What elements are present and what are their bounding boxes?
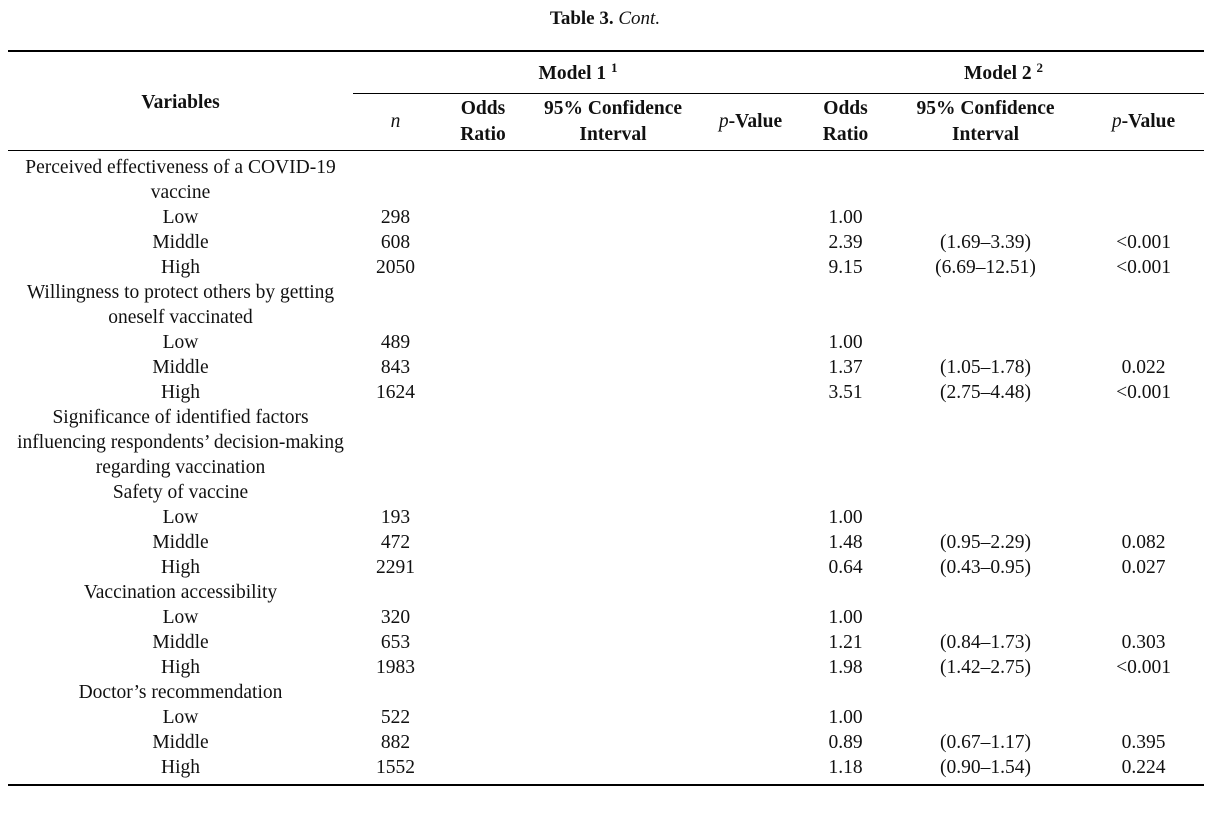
- table-row: [8, 480, 1204, 505]
- cell-n: 522: [380, 707, 411, 728]
- row-label: High: [161, 382, 200, 403]
- header-model-1: Model 1 $^1$: [353, 51, 803, 94]
- row-label: Doctor’s recommendation: [78, 682, 283, 703]
- cell-or-2: 1.21: [828, 632, 863, 653]
- cell-ci-2: [888, 330, 1083, 355]
- cell-or-2: 1.00: [828, 507, 863, 528]
- cell-p-2: [1083, 605, 1204, 630]
- table-row: [8, 580, 1204, 605]
- cell-ci-2: [888, 151, 1083, 206]
- cell-or-2: 1.00: [828, 707, 863, 728]
- cell-p-2: 0.303: [1121, 632, 1166, 653]
- cell-n: 2050: [376, 257, 415, 278]
- cell-ci-1: [528, 605, 698, 630]
- cell-n: 882: [380, 732, 411, 753]
- table-row: [8, 705, 1204, 730]
- cell-n: 472: [380, 532, 411, 553]
- row-label: Perceived effectiveness of a COVID-19 vaccine: [25, 157, 336, 203]
- header-p-value-2: p-Value: [1083, 94, 1204, 151]
- cell-n: 1624: [376, 382, 415, 403]
- cell-n: 2291: [376, 557, 415, 578]
- cell-ci-2: [888, 280, 1083, 330]
- header-model-2: Model 2 $^2$: [803, 51, 1204, 94]
- cell-ci-2: [888, 705, 1083, 730]
- cell-or-1: [438, 205, 528, 230]
- cell-p-2: 0.224: [1121, 757, 1166, 778]
- header-n: n: [353, 94, 438, 151]
- cell-n: [353, 280, 438, 330]
- cell-ci-2: (0.90–1.54): [940, 757, 1032, 778]
- table-row: [8, 730, 1204, 755]
- cell-p-1: [698, 405, 803, 480]
- cell-n: [353, 680, 438, 705]
- row-label: Middle: [152, 357, 209, 378]
- cell-or-2: 0.89: [828, 732, 863, 753]
- cell-or-1: [438, 605, 528, 630]
- table-continuation: Cont.: [618, 8, 661, 29]
- cell-p-1: [698, 755, 803, 785]
- table-number: Table 3.: [549, 8, 614, 29]
- cell-p-2: [1083, 330, 1204, 355]
- regression-table: [8, 50, 1204, 786]
- cell-or-1: [438, 330, 528, 355]
- cell-or-1: [438, 555, 528, 580]
- cell-p-2: [1083, 405, 1204, 480]
- cell-or-1: [438, 280, 528, 330]
- table-row: [8, 230, 1204, 255]
- cell-p-2: [1083, 680, 1204, 705]
- cell-p-1: [698, 151, 803, 206]
- cell-n: 320: [380, 607, 411, 628]
- row-label: Low: [162, 207, 199, 228]
- cell-ci-2: (1.69–3.39): [940, 232, 1032, 253]
- cell-or-2: [803, 480, 888, 505]
- cell-ci-2: (1.05–1.78): [940, 357, 1032, 378]
- row-label: Vaccination accessibility: [83, 582, 278, 603]
- cell-ci-1: [528, 380, 698, 405]
- header-p-value-1: p-Value: [698, 94, 803, 151]
- row-label: Middle: [152, 732, 209, 753]
- cell-or-1: [438, 580, 528, 605]
- cell-or-2: [803, 405, 888, 480]
- cell-ci-2: [888, 405, 1083, 480]
- cell-or-1: [438, 505, 528, 530]
- cell-ci-2: (6.69–12.51): [935, 257, 1036, 278]
- table-row: [8, 655, 1204, 680]
- cell-p-2: [1083, 205, 1204, 230]
- cell-or-2: 1.00: [828, 607, 863, 628]
- cell-or-1: [438, 480, 528, 505]
- cell-p-2: 0.027: [1121, 557, 1166, 578]
- cell-p-1: [698, 530, 803, 555]
- table-row: [8, 680, 1204, 705]
- table-row: [8, 530, 1204, 555]
- cell-or-1: [438, 530, 528, 555]
- cell-or-1: [438, 151, 528, 206]
- cell-n: 1552: [376, 757, 415, 778]
- cell-p-2: [1083, 505, 1204, 530]
- row-label: Middle: [152, 632, 209, 653]
- cell-p-2: <0.001: [1116, 382, 1171, 403]
- cell-ci-1: [528, 330, 698, 355]
- cell-ci-1: [528, 555, 698, 580]
- header-ci-2: 95% Confidence Interval: [888, 94, 1083, 151]
- cell-ci-1: [528, 505, 698, 530]
- cell-or-1: [438, 380, 528, 405]
- cell-p-2: <0.001: [1116, 657, 1171, 678]
- row-label: High: [161, 257, 200, 278]
- cell-or-2: [803, 680, 888, 705]
- cell-or-1: [438, 655, 528, 680]
- cell-ci-2: [888, 505, 1083, 530]
- cell-or-1: [438, 405, 528, 480]
- table-row: [8, 555, 1204, 580]
- table-row: [8, 355, 1204, 380]
- row-label: Willingness to protect others by getting oneself vaccinated: [26, 282, 335, 328]
- cell-or-2: 1.48: [828, 532, 863, 553]
- cell-or-2: [803, 580, 888, 605]
- row-label: Middle: [152, 232, 209, 253]
- row-label: Low: [162, 332, 199, 353]
- cell-p-2: [1083, 480, 1204, 505]
- cell-ci-2: (1.42–2.75): [940, 657, 1032, 678]
- cell-ci-1: [528, 655, 698, 680]
- cell-or-2: 1.00: [828, 332, 863, 353]
- row-label: Safety of vaccine: [112, 482, 249, 503]
- table-row: [8, 630, 1204, 655]
- cell-ci-1: [528, 205, 698, 230]
- cell-or-1: [438, 230, 528, 255]
- cell-n: 608: [380, 232, 411, 253]
- cell-or-1: [438, 705, 528, 730]
- row-label: Middle: [152, 532, 209, 553]
- cell-ci-2: (0.95–2.29): [940, 532, 1032, 553]
- cell-p-1: [698, 730, 803, 755]
- cell-ci-2: [888, 605, 1083, 630]
- table-row: [8, 405, 1204, 480]
- cell-ci-1: [528, 680, 698, 705]
- cell-or-2: 1.18: [828, 757, 863, 778]
- cell-p-2: <0.001: [1116, 257, 1171, 278]
- cell-p-1: [698, 655, 803, 680]
- cell-n: 298: [380, 207, 411, 228]
- cell-n: 193: [380, 507, 411, 528]
- cell-ci-2: (0.67–1.17): [940, 732, 1032, 753]
- header-ci-1: 95% Confidence Interval: [528, 94, 698, 151]
- table-row: [8, 205, 1204, 230]
- cell-or-1: [438, 680, 528, 705]
- cell-p-1: [698, 355, 803, 380]
- cell-or-1: [438, 730, 528, 755]
- cell-n: [353, 580, 438, 605]
- table-body: [8, 151, 1204, 786]
- cell-p-1: [698, 280, 803, 330]
- table-row: [8, 280, 1204, 330]
- cell-ci-1: [528, 630, 698, 655]
- row-label: Low: [162, 607, 199, 628]
- header-odds-ratio-2: Odds Ratio: [803, 94, 888, 151]
- table-row: [8, 605, 1204, 630]
- cell-p-2: [1083, 705, 1204, 730]
- cell-ci-1: [528, 480, 698, 505]
- cell-p-1: [698, 205, 803, 230]
- cell-p-2: [1083, 151, 1204, 206]
- cell-or-2: 2.39: [828, 232, 863, 253]
- cell-ci-2: [888, 680, 1083, 705]
- cell-ci-1: [528, 405, 698, 480]
- cell-n: 1983: [376, 657, 415, 678]
- row-label: High: [161, 557, 200, 578]
- table-row: [8, 755, 1204, 785]
- cell-or-1: [438, 755, 528, 785]
- cell-or-2: 1.00: [828, 207, 863, 228]
- cell-ci-1: [528, 151, 698, 206]
- cell-ci-2: [888, 580, 1083, 605]
- cell-p-1: [698, 480, 803, 505]
- cell-ci-1: [528, 530, 698, 555]
- cell-ci-1: [528, 355, 698, 380]
- cell-p-2: [1083, 280, 1204, 330]
- cell-n: 653: [380, 632, 411, 653]
- cell-n: [353, 480, 438, 505]
- cell-p-2: <0.001: [1116, 232, 1171, 253]
- cell-p-1: [698, 505, 803, 530]
- cell-or-2: 3.51: [828, 382, 863, 403]
- table-row: [8, 151, 1204, 206]
- cell-p-2: [1083, 580, 1204, 605]
- row-label: High: [161, 657, 200, 678]
- cell-ci-1: [528, 755, 698, 785]
- header-variables: Variables: [8, 51, 353, 151]
- table-row: [8, 505, 1204, 530]
- table-row: [8, 255, 1204, 280]
- cell-ci-1: [528, 280, 698, 330]
- row-label: Significance of identified factors influencing respondents’ decision-making regarding vaccination: [17, 407, 344, 478]
- cell-ci-1: [528, 230, 698, 255]
- row-label: High: [161, 757, 200, 778]
- cell-p-1: [698, 380, 803, 405]
- table-row: [8, 330, 1204, 355]
- cell-n: [353, 405, 438, 480]
- cell-ci-1: [528, 580, 698, 605]
- cell-or-1: [438, 630, 528, 655]
- cell-or-2: 0.64: [828, 557, 863, 578]
- cell-or-2: 1.98: [828, 657, 863, 678]
- cell-ci-2: (0.84–1.73): [940, 632, 1032, 653]
- cell-or-2: [803, 151, 888, 206]
- cell-p-2: 0.395: [1121, 732, 1166, 753]
- cell-or-2: 9.15: [828, 257, 863, 278]
- cell-p-1: [698, 680, 803, 705]
- cell-ci-1: [528, 730, 698, 755]
- cell-or-2: 1.37: [828, 357, 863, 378]
- cell-or-1: [438, 255, 528, 280]
- cell-ci-1: [528, 705, 698, 730]
- table-caption: [0, 7, 1210, 31]
- cell-p-2: 0.022: [1121, 357, 1166, 378]
- cell-p-1: [698, 555, 803, 580]
- cell-ci-2: (0.43–0.95): [940, 557, 1032, 578]
- cell-ci-2: [888, 205, 1083, 230]
- cell-n: 843: [380, 357, 411, 378]
- cell-p-1: [698, 630, 803, 655]
- header-odds-ratio-1: Odds Ratio: [438, 94, 528, 151]
- cell-or-2: [803, 280, 888, 330]
- row-label: Low: [162, 507, 199, 528]
- cell-p-2: 0.082: [1121, 532, 1166, 553]
- table-header: [8, 51, 1204, 151]
- table-row: [8, 380, 1204, 405]
- cell-ci-1: [528, 255, 698, 280]
- cell-p-1: [698, 255, 803, 280]
- cell-n: [353, 151, 438, 206]
- cell-ci-2: [888, 480, 1083, 505]
- cell-p-1: [698, 580, 803, 605]
- cell-p-1: [698, 705, 803, 730]
- cell-p-1: [698, 330, 803, 355]
- row-label: Low: [162, 707, 199, 728]
- cell-n: 489: [380, 332, 411, 353]
- cell-or-1: [438, 355, 528, 380]
- cell-ci-2: (2.75–4.48): [940, 382, 1032, 403]
- cell-p-1: [698, 605, 803, 630]
- cell-p-1: [698, 230, 803, 255]
